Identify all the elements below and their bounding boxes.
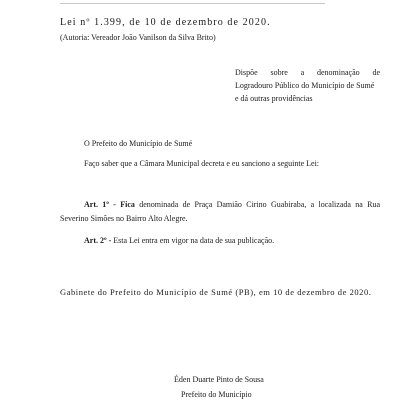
article-2-label: Art. 2º - [84, 236, 112, 245]
article-2-text: Esta Lei entra em vigor na data de sua publicação. [113, 236, 275, 245]
article-1-line-2: Severino Simões no Bairro Alto Alegre. [60, 213, 188, 223]
opening-line: O Prefeito do Município de Sumé [84, 139, 193, 148]
ementa-line-2: Logradouro Público do Município de Sumé [235, 81, 375, 91]
ementa-line-3: e dá outras providências [235, 94, 313, 104]
decree-line: Faço saber que a Câmara Municipal decreta e eu sanciono a seguinte Lei: [84, 159, 320, 168]
ementa [235, 66, 380, 106]
closing-line: Gabinete do Prefeito do Município de Sumé (PB), em 10 de dezembro de 2020. [60, 287, 372, 297]
ementa-line-1: Dispõe sobre a denominação de [235, 68, 380, 77]
article-1-label: Art. 1º - Fica [84, 200, 135, 209]
article-1-text: denominada de Praça Damião Cirino Guabiraba, a localizada na Rua [139, 200, 380, 209]
article-2 [60, 234, 380, 248]
law-title: Lei nº 1.399, de 10 de dezembro de 2020. [60, 17, 271, 28]
law-author: (Autoria: Vereador João Vanilson da Silva Brito) [60, 33, 216, 42]
article-1-line-1 [60, 198, 380, 212]
article-1 [60, 198, 380, 225]
signatory-role: Prefeito do Município [181, 390, 252, 399]
signatory-name: Éden Duarte Pinto de Sousa [174, 375, 264, 384]
header-divider [60, 3, 325, 4]
